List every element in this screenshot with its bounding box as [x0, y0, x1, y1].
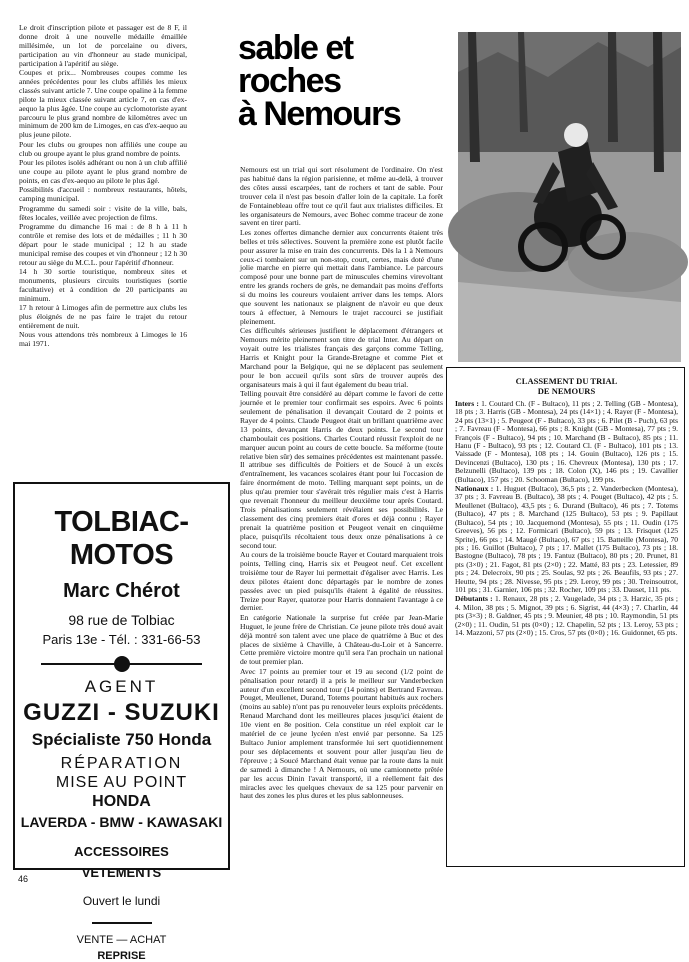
ad-other-brands: LAVERDA - BMW - KAWASAKI: [20, 814, 223, 830]
article-paragraph: Au cours de la troisième boucle Rayer et Coutard marquaient trois points, Telling cinq, Harris six et Peugeot neuf. Cet excellent troisième tour de Rayer lui permettait d'égaliser avec Harris. Les deux pilotes étaient donc départagés par le nombre de zones passées avec un pied puisqu'ils étaient à égalité de réussites. Treize pour Rayer, quatorze pour Harris donnaient l'avantage à ce dernier.: [240, 549, 443, 613]
left-paragraph: Coupes et prix... Nombreuses coupes comme les années précédentes pour les clubs affiliés les mieux classés suivant article 7. Une coupe opaline à la femme pilote la mieux classée suivant article 7, en cas d'ex-aequo la plus âgée. Une coupe au cyclomotoriste ayant parcouru le plus grand nombre de kilomètres avec un minimum de 200 km de Limoges, en cas d'ex-aequo au plus jeune pilote.: [19, 68, 187, 140]
article-headline: [238, 29, 443, 133]
ad-owner: Marc Chérot: [63, 580, 180, 602]
left-paragraph: Pour les clubs ou groupes non affiliés une coupe au club ou groupe ayant le plus grand nombre de points.: [19, 139, 187, 158]
results-category: [455, 400, 678, 484]
results-category: [455, 595, 678, 637]
ad-divider: [92, 922, 152, 924]
results-category-text: 1. Coutard Ch. (F - Bultaco), 11 pts ; 2. Telling (GB - Montesa), 18 pts ; 3. Harris (GB - Montesa), 24 pts (14×1) ; 4. Rayer (F - Montesa), 24 pts (13×1) ; 5. Peugeot (F - Bultaco), 33 pts ; 6. Pilet (B - Puch), 63 pts ; 7. Favreau (F - Montesa), 66 pts ; 8. Knight (GB - Montesa), 77 pts ; 9. François (F - Bultaco), 94 pts ; 10. Marchand (B - Bultaco), 85 pts ; 11. Hanu (F - Bultaco), 93 pts ; 12. Coutard Cl. (F - Bultaco), 101 pts ; 13. Vaissade (F - Montesa), 108 pts ; 14. Gouin (Bultaco), 126 pts ; 15. Devincenzi (Bultaco), 130 pts ; 16. Chevreux (Montesa), 130 pts ; 17. Belzunelli (Bultaco), 139 pts ; 18. Colon (X), 146 pts ; 19. Cavallier (Bultaco), 157 pts ; 20. Schooman (Bultaco), 199 pts.: [455, 399, 678, 484]
article-paragraph: Avec 17 points au premier tour et 19 au second (1/2 point de pénalisation pour retard) il a pris le meilleur sur Vanderbecken auteur d'un excellent second tour (14 points) et Bertrand Favreau. Pouget, Meullenet, Durand, Totems pourtant habitués aux rochers (moins au sable) n'ont pas pu renouveler leurs exploits précédents. Renaud Marchand dont les meilleures places jusqu'ici étaient de 10e vient en 8e position. Cela constitue un réel exploit car le matériel de ce jeune lycéen n'est envié par personne. Sa 125 Bultaco Junior amplement transformée lui sert quotidiennement pour ses déplacements et souvent pour aller jusqu'au lieu de l'épreuve ; à Soucé Marchand était venue par la route dans la nuit de samedi à dimanche ! A Nemours, où une camionnette prêtée par les accus Dinin l'avait transporté, il a réellement fait des miracles avec les quelques chevaux de sa 125 pour parvenir en haut des zones les plus dures et les plus sablonneuses.: [240, 666, 443, 801]
left-paragraph: Le droit d'inscription pilote et passager est de 8 F, il donne droit à une nouvelle médaille émaillée millésimée, un lot de porcelaine ou divers, participation au vin d'honneur au stade municipal, participation à l'apéritif au siège.: [19, 23, 187, 68]
left-paragraph: Pour les pilotes isolés adhérant ou non à un club affilié une coupe au pilote ayant le plus grand nombre de points, en cas d'ex-aequo au pilote le plus âgé.: [19, 158, 187, 185]
left-paragraph: Programme du dimanche 16 mai : de 8 h à 11 h contrôle et remise des lots et de médailles ; 11 h 30 départ pour le stade municipal ; 12 h au stade municipal remise des coupes et vin d'honneur ; 12 h 30 retour au siège du M.C.L. pour l'apéritif d'honneur.: [19, 221, 187, 267]
ad-sale: VENTE — ACHAT: [76, 933, 167, 946]
ad-brands: GUZZI - SUZUKI: [23, 699, 220, 726]
left-paragraph: Programme du samedi soir : visite de la ville, bals, fêtes locales, veillée avec projection de films.: [19, 203, 187, 222]
results-category-label: Débutants :: [455, 594, 493, 604]
article-paragraph: Telling pouvait être considéré au départ comme le favori de cette journée et le premier tour confirmait ses espoirs. Avec 6 points seulement de pénalisation il devançait Coutard de 2 points et Rayer de 4 points. Claude Peugeot était un brillant quatrième avec 13 points, devançant Harris de deux points. Le second tour chamboulait ces positions. Charles Coutard réussit l'exploit de ne marquer aucun point au cours de cette boucle. Sa méforme (toute relative bien sûr) des semaines précédentes est maintenant passée. Il attribue ses difficultés de Poitiers et de Soucé à un excès d'entraînement, les vacances scolaires étant pour lui l'occasion de faire énormément de moto. Telling marquant sept points, un de plus qu'au premier tour s'avérait très régulier mais c'est à Harris que revenait l'honneur du meilleur deuxième tour après Coutard. Trois pénalisations seulement révélaient ses possibilités. Le classement des cinq premiers était d'ores et déjà connu ; Rayer prenait la quatrième position et Peugeot venait en cinquième place, puisqu'ils récoltaient tous deux onze pénalisations à ce second tour.: [240, 389, 443, 550]
ad-specialty: Spécialiste 750 Honda: [31, 730, 212, 749]
ad-agent: AGENT: [84, 677, 159, 696]
results-category: [455, 485, 678, 594]
left-paragraph: Nous vous attendons très nombreux à Limoges le 16 mai 1971.: [19, 330, 187, 349]
ad-honda: HONDA: [92, 793, 151, 810]
results-categories: [455, 400, 678, 637]
ad-shop-name: TOLBIAC-MOTOS: [54, 506, 189, 571]
results-title: [455, 376, 678, 396]
results-category-text: 1. Huguet (Bultaco), 36,5 pts ; 2. Vanderbecken (Montesa), 37 pts ; 3. Favreau B. (Bultaco), 38 pts ; 4. Pouget (Bultaco), 42 pts ; 5. Meullenet (Bultaco), 43,5 pts ; 6. Durand (Bultaco), 46 pts ; 7. Totems (Bultaco), 47 pts ; 8. Marchand (125 Bultaco), 53 pts ; 9. Papillaut (Bultaco), 54 pts ; 10. Jacquemond (Montesa), 55 pts ; 11. Oudin (175 Greeves), 56 pts ; 12. Formicari (Bultaco), 59 pts ; 13. Frisquet (125 Sprite), 66 pts ; 14. Maugé (Bultaco), 67 pts ; 15. Batteille (Montesa), 70 pts ; 16. Guillot (Bultaco), 7 pts ; 17. Mallet (175 Bultaco), 73 pts ; 18. Bastogne (Bultaco), 78 pts ; 19. Fantuz (Bultaco), 80 pts ; 20. Prunet, 81 pts (3×0) ; 21. Fagot, 81 pts (2×0) ; 22. Matté, 83 pts ; 23. Letessier, 89 pts ; 24. Delecroix, 90 pts ; 25. Soulas, 92 pts ; 26. Beaufils, 93 pts ; 27. Heutte, 94 pts ; 28. Nivesse, 95 pts ; 29. Leroy, 99 pts ; 30. Treinsoutrot, 101 pts ; 31. Garnier, 106 pts ; 32. Rocher, 109 pts ; 33. Dauset, 111 pts.: [455, 484, 679, 594]
article-body: [240, 166, 443, 802]
left-column-text: [19, 24, 187, 350]
left-paragraph: 14 h 30 sortie touristique, nombreux sites et monuments, plusieurs circuits touristiques (sortie facultative) et à condition de 20 participants au minimum.: [19, 266, 187, 303]
headline-line: sable et: [238, 29, 353, 67]
ad-separator-dot-icon: [41, 655, 202, 673]
ad-accessories: ACCESSOIRES: [74, 844, 169, 859]
motorcycle-trial-photo: [458, 32, 681, 362]
left-paragraph: Possibilités d'accueil : nombreux restaurants, hôtels, camping municipal.: [19, 185, 187, 204]
ad-clothing: VETEMENTS: [81, 865, 162, 880]
results-category-text: 1. Renaux, 28 pts ; 2. Vaugelade, 34 pts ; 3. Harzic, 35 pts ; 4. Milon, 38 pts ; 5. Mignot, 39 pts ; 6. Sigrist, 44 (4×3) ; 7. Charlin, 44 pts (3×3) ; 8. Galdner, 45 pts ; 9. Meunier, 48 pts ; 10. Raymondin, 51 pts (2×0) ; 11. Oudin, 51 pts (0×0) ; 12. Chapelin, 52 pts ; 13. Leroy, 53 pts ; 14. Mazzoni, 57 pts (2×0) ; 15. Cros, 57 pts (0×0) ; 16. Guidonnet, 65 pts.: [455, 594, 679, 637]
results-box: [446, 367, 685, 867]
ad-opening: Ouvert le lundi: [82, 894, 161, 908]
article-paragraph: Nemours est un trial qui sort résolument de l'ordinaire. On n'est pas habitué dans la région parisienne, et même au-delà, à trouver des côtes aussi escarpées, tant de rochers et tant de sable. Pour trouver cela il n'est pas besoin d'aller loin de la capitale. La forêt de Fontainebleau offre tout ce qu'il faut aux trialistes difficiles. Et les organisateurs de Nemours, avec Bohec comme traceur de zone savent en tirer parti.: [240, 165, 443, 228]
ad-phone: Paris 13e - Tél. : 331-66-53: [42, 632, 201, 647]
page-number: 46: [18, 874, 29, 884]
ad-trade-in: REPRISE: [97, 949, 146, 962]
ad-address: 98 rue de Tolbiac: [68, 612, 175, 628]
results-title-line: DE NEMOURS: [537, 386, 596, 396]
article-paragraph: Ces difficultés sérieuses justifient le déplacement d'étrangers et Nemours mérite pleinement son titre de trial Inter. Au départ on voyait outre les trialistes français des garçons comme Telling, Harris et Knight pour la Grande-Bretagne et comme Piet et Marchand pour la Belgique, qui ne se déplacent pas seulement pour le bon accueil qu'ils sont sûrs de trouver auprès des organisateurs mais à qui il faut également du beau trial.: [240, 326, 443, 389]
ad-repair: RÉPARATION: [60, 755, 183, 772]
headline-line: roches: [238, 62, 341, 100]
results-category-label: Nationaux :: [455, 484, 494, 494]
article-paragraph: En catégorie Nationale la surprise fut créée par Jean-Marie Huguet, le jeune frère de Christian. Ce jeune pilote très doué avait déjà montré son talent avec une place de quatrième à Buc et des places de sixième à Chaville, à Château-du-Loir et à Sancerre. Cette première victoire montre qu'il sera l'an prochain un national de tout premier plan.: [240, 612, 443, 667]
article-paragraph: Les zones offertes dimanche dernier aux concurrents étaient très belles et très sélectives. Souvent la première zone est plutôt facile pour assurer la mise en train des concurrents. Dès la 1 à Nemours ceux-ci tombaient sur un non-stop, court, certes, mais doté d'une jolie marche en pierre qui mettait dans l'ambiance. Le parcours composé pour une bonne part de minuscules chemins virevoltant entre les grands rochers de grès, ne demandait pas moins d'efforts si du moins les coureurs voulaient arriver dans les temps. Alors que souvent les nationaux se plaignent de n'avoir eu que deux tours à effectuer, à Nemours le trajet raccourci se justifiait pleinement.: [240, 227, 443, 326]
results-title-line: CLASSEMENT DU TRIAL: [515, 376, 618, 386]
results-category-label: Inters :: [455, 399, 479, 408]
headline-line: à Nemours: [238, 95, 401, 133]
ad-tuning: MISE AU POINT: [55, 774, 188, 791]
left-paragraph: 17 h retour à Limoges afin de permettre aux clubs les plus éloignés de ne pas faire le trajet du retour entièrement de nuit.: [19, 303, 187, 330]
